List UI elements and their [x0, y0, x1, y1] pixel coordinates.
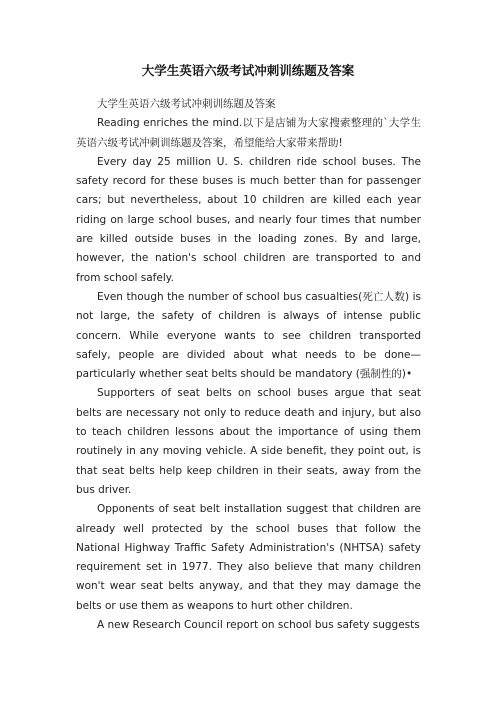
- document-title: 大学生英语六级考试冲刺训练题及答案: [141, 63, 355, 78]
- document-body: [76, 95, 421, 635]
- body-paragraph: A new Research Council report on school bus safety suggests: [97, 619, 420, 632]
- subtitle-paragraph: 大学生英语六级考试冲刺训练题及答案: [97, 98, 276, 110]
- body-paragraph: Supporters of seat belts on school buses argue that seat belts are necessary not only to reduce death and injury, but also to teach children lessons about the importance of using them routinely in any moving vehicle. A side benefit, they point out, is that seat belts help keep children in their seats, away from the bus driver.: [76, 387, 421, 496]
- body-paragraph: Every day 25 million U. S. children ride school buses. The safety record for these buses is much better than for passenger cars; but nevertheless, about 10 children are killed each year riding on large school buses, and nearly four times that number are killed outside buses in the loading zones. By and large, however, the nation's school children are transported to and from school safely.: [76, 155, 421, 284]
- body-paragraph: Even though the number of school bus casualties(死亡人数) is not large, the safety of children is always of intense public concern. While everyone wants to see children transported safely, people are divided about what needs to be done—particularly whether seat belts should be mandatory (强制性的)•: [76, 290, 421, 381]
- intro-paragraph: Reading enriches the mind.以下是店铺为大家搜索整理的`大学生英语六级考试冲刺训练题及答案，希望能给大家带来帮助!: [76, 117, 421, 149]
- body-paragraph: Opponents of seat belt installation suggest that children are already well protected by the school buses that follow the National Highway Traffic Safety Administration's (NHTSA) safety requirement set in 1977. They also believe that many children won't wear seat belts anyway, and that they may damage the belts or use them as weapons to hurt other children.: [76, 503, 421, 612]
